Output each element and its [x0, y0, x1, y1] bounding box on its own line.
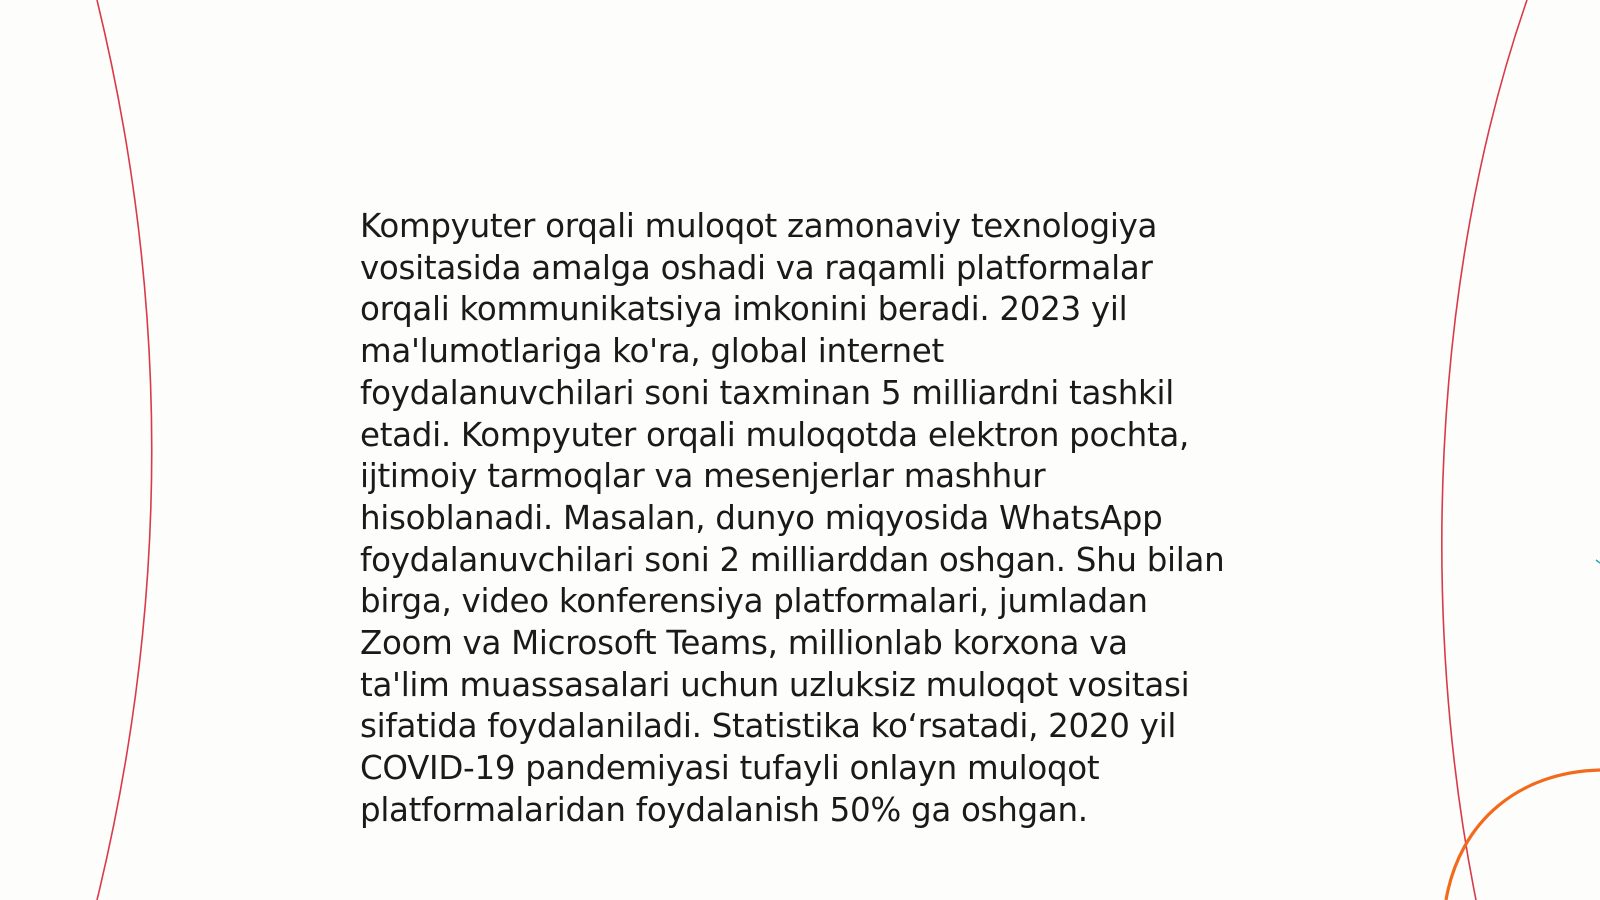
right-curve-line [1442, 0, 1527, 900]
orange-arc [1446, 770, 1600, 900]
body-text: Kompyuter orqali muloqot zamonaviy texnologiya vositasida amalga oshadi va raqamli platformalar orqali kommunikatsiya imkonini beradi. 2023 yil ma'lumotlariga ko'ra, global internet foydalanuvchilari soni taxminan 5 milliardni tashkil etadi. Kompyuter orqali muloqotda elektron pochta, ijtimoiy tarmoqlar va mesenjerlar mashhur hisoblanadi. Masalan, dunyo miqyosida WhatsApp foydalanuvchilari soni 2 milliarddan oshgan. Shu bilan birga, video konferensiya platformalari, jumladan Zoom va Microsoft Teams, millionlab korxona va ta'lim muassasalari uchun uzluksiz muloqot vositasi sifatida foydalaniladi. Statistika ko‘rsatadi, 2020 yil COVID-19 pandemiyasi tufayli onlayn muloqot platformalaridan foydalanish 50% ga oshgan. [360, 207, 1225, 829]
teal-mark [1596, 560, 1600, 563]
left-curve-line [97, 0, 152, 900]
